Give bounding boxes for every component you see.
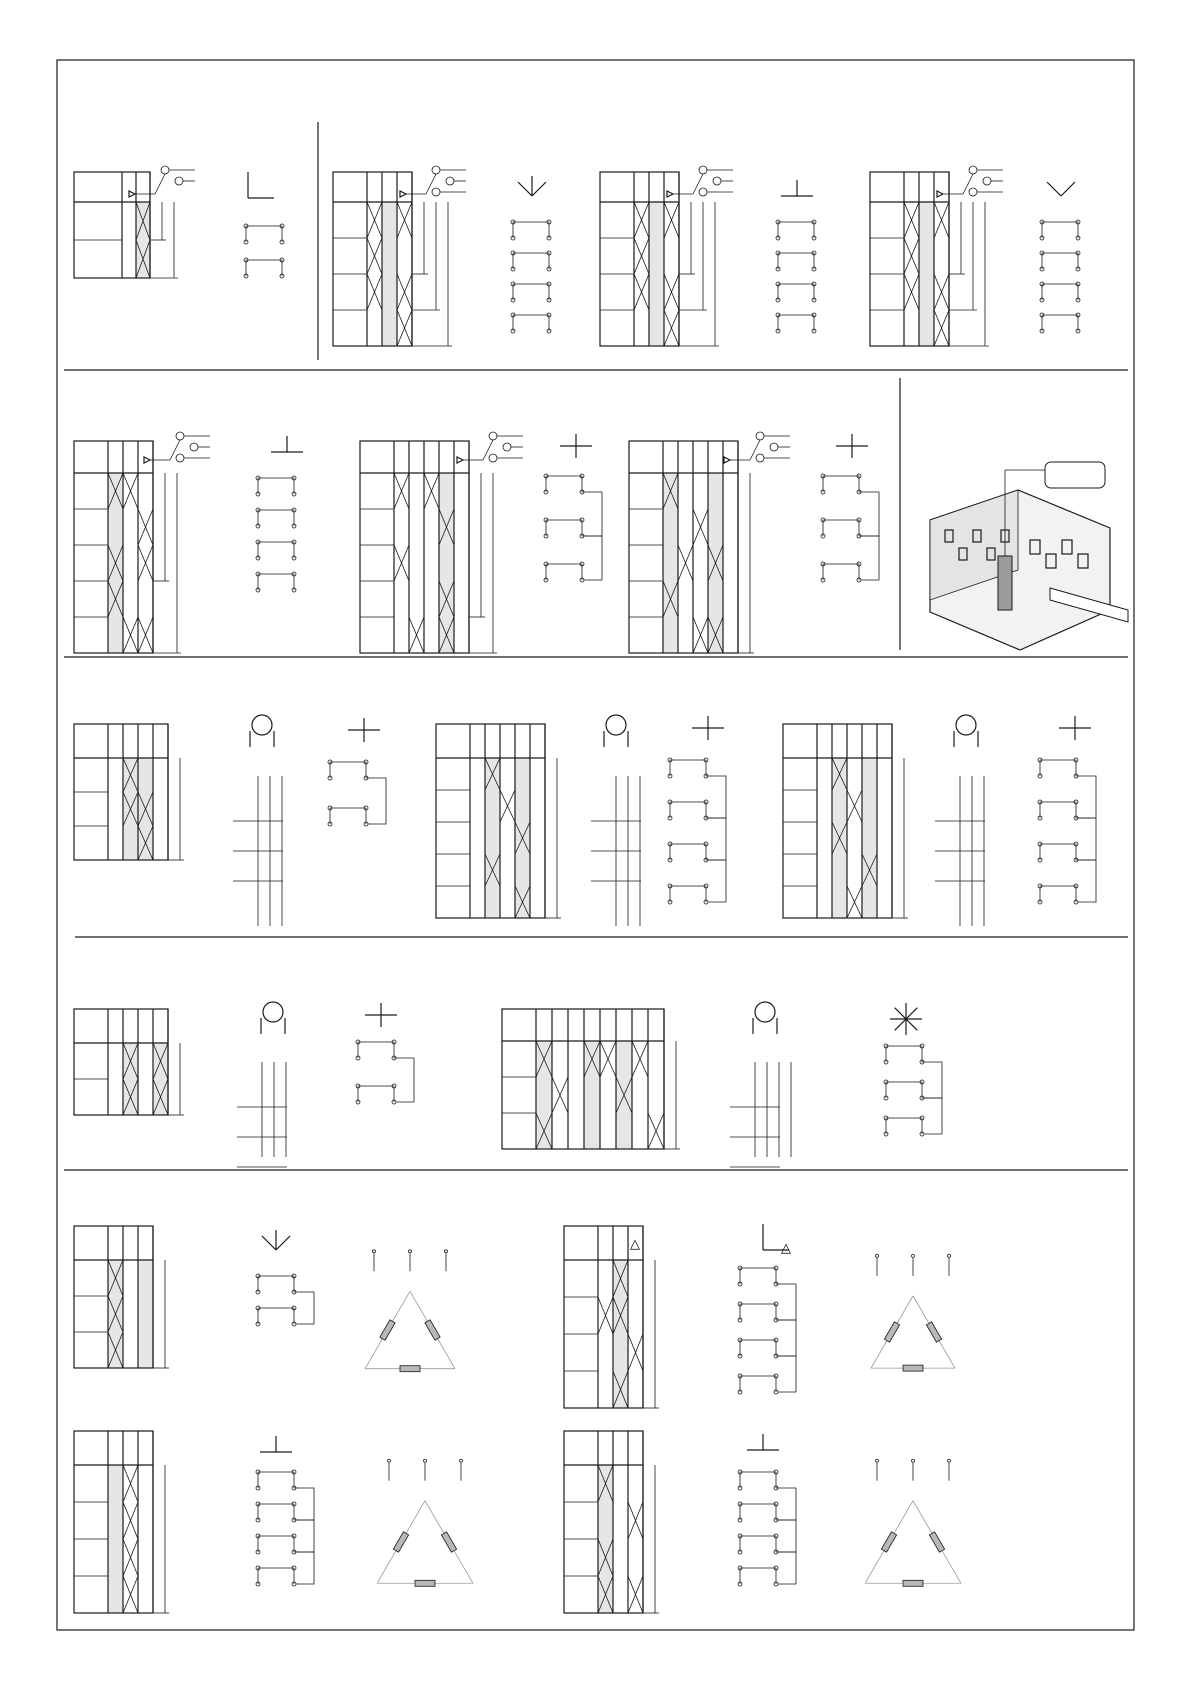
shaded-column [136, 202, 150, 278]
handle-symbol [262, 1230, 290, 1250]
diagram-layer [74, 166, 1096, 1613]
contact-schematic [821, 474, 879, 582]
handle-symbol [518, 176, 546, 196]
contact-schematic [738, 1266, 796, 1394]
shaded-column [613, 1260, 628, 1408]
busbar-schematic [237, 1062, 287, 1167]
bridge-wire [922, 1062, 942, 1098]
resistor [884, 1322, 899, 1342]
cam-table [783, 724, 908, 918]
cam-table [74, 1009, 184, 1115]
switch-photo [930, 462, 1128, 650]
handle-symbol [604, 715, 628, 747]
handle-symbol [348, 718, 380, 742]
cam-table [502, 1009, 680, 1149]
cam-table [74, 1431, 169, 1613]
shaded-column [862, 758, 877, 918]
shaded-column [649, 202, 664, 346]
table-frame [600, 172, 679, 346]
bridge-wire [776, 1520, 796, 1552]
busbar-schematic [935, 776, 985, 926]
bridge-wire [366, 778, 386, 824]
table-frame [502, 1009, 664, 1149]
bridge-wire [776, 1488, 796, 1520]
cam-table [74, 441, 181, 653]
cam-contact [998, 556, 1012, 610]
position-indicator [667, 166, 733, 197]
contact-schematic [544, 474, 602, 582]
resistor [926, 1322, 941, 1342]
table-frame [870, 172, 949, 346]
shaded-column [382, 202, 397, 346]
contact-schematic [1040, 220, 1080, 333]
resistor [400, 1366, 420, 1372]
position-indicator [129, 166, 195, 197]
contact-schematic [244, 224, 284, 278]
contact-schematic [668, 758, 726, 904]
bridge-wire [859, 536, 879, 580]
handle-symbol [560, 434, 592, 458]
resistor [903, 1365, 923, 1371]
sheet-border [57, 60, 1134, 1630]
bridge-wire [394, 1058, 414, 1102]
cam-table [870, 172, 989, 346]
resistor [415, 1580, 435, 1586]
handle-symbol [1047, 182, 1075, 196]
contact-schematic [511, 220, 551, 333]
resistor [393, 1532, 408, 1552]
handle-symbol [365, 1003, 397, 1027]
bridge-wire [294, 1292, 314, 1324]
bridge-wire [1076, 776, 1096, 818]
busbar-schematic [591, 776, 641, 926]
shaded-column [663, 473, 678, 653]
handle-symbol [836, 434, 868, 458]
bridge-wire [776, 1320, 796, 1356]
cam-table [564, 1226, 659, 1408]
handle-symbol [250, 715, 274, 747]
resistor [441, 1532, 456, 1552]
delta-marker-2: △ [781, 1241, 791, 1256]
cam-table [564, 1431, 659, 1613]
bridge-wire [1076, 860, 1096, 902]
cam-table [360, 441, 497, 653]
shaded-column [138, 1260, 153, 1368]
bridge-wire [582, 536, 602, 580]
bridge-wire [776, 1552, 796, 1584]
contact-schematic [738, 1470, 796, 1586]
position-indicator [457, 432, 523, 463]
cam-table [629, 441, 754, 653]
table-frame [564, 1226, 643, 1408]
resistor [903, 1580, 923, 1586]
resistor [929, 1532, 944, 1552]
contact-schematic [1038, 758, 1096, 904]
position-indicator [937, 166, 1003, 197]
handle-symbol [261, 1002, 285, 1034]
bridge-wire [582, 492, 602, 536]
shaded-column [153, 1043, 168, 1115]
contact-schematic [256, 1470, 314, 1586]
bridge-wire [294, 1552, 314, 1584]
position-indicator [144, 432, 210, 463]
cam-table [436, 724, 561, 918]
handle-symbol [1059, 716, 1091, 740]
handle-symbol [747, 1434, 779, 1450]
shaded-column [123, 1043, 138, 1115]
shaded-column [919, 202, 934, 346]
handle-symbol [781, 180, 813, 196]
position-indicator [724, 432, 790, 463]
cam-table [74, 724, 184, 860]
delta-load [377, 1459, 473, 1586]
bridge-wire [859, 492, 879, 536]
busbar-schematic [730, 1062, 791, 1167]
cam-table [74, 1226, 169, 1368]
bridge-wire [294, 1488, 314, 1520]
resistor [380, 1320, 395, 1340]
handle-symbol [271, 436, 303, 452]
position-indicator [400, 166, 466, 197]
callout-box [1045, 462, 1105, 488]
shaded-column [584, 1041, 600, 1149]
contact-schematic [884, 1044, 942, 1136]
cam-table [74, 172, 178, 278]
row-dividers [64, 122, 1128, 1170]
handle-symbol [260, 1436, 292, 1452]
resistor [425, 1320, 440, 1340]
busbar-schematic [233, 776, 283, 926]
delta-load [365, 1250, 455, 1372]
handle-symbol [248, 172, 274, 198]
bridge-wire [706, 776, 726, 818]
handle-symbol [692, 716, 724, 740]
shaded-column [598, 1465, 613, 1613]
shaded-column [485, 758, 500, 918]
handle-symbol [954, 715, 978, 747]
bridge-wire [706, 860, 726, 902]
shaded-column [439, 473, 454, 653]
handle-symbol [753, 1002, 777, 1034]
bridge-wire [1076, 818, 1096, 860]
resistor [881, 1532, 896, 1552]
contact-schematic [328, 760, 386, 826]
shaded-column [536, 1041, 552, 1149]
cam-table [600, 172, 719, 346]
bridge-wire [706, 818, 726, 860]
contact-schematic [776, 220, 816, 333]
delta-marker-1: △ [630, 1237, 640, 1252]
contact-schematic [256, 1274, 314, 1326]
contact-schematic [256, 476, 296, 592]
bridge-wire [776, 1356, 796, 1392]
table-frame [333, 172, 412, 346]
contact-schematic [356, 1040, 414, 1104]
delta-load [865, 1459, 961, 1586]
delta-load [871, 1254, 955, 1371]
bridge-wire [776, 1284, 796, 1320]
bridge-wire [294, 1520, 314, 1552]
shaded-column [108, 1465, 123, 1613]
handle-symbol [890, 1003, 922, 1035]
cam-table [333, 172, 452, 346]
bridge-wire [922, 1098, 942, 1134]
